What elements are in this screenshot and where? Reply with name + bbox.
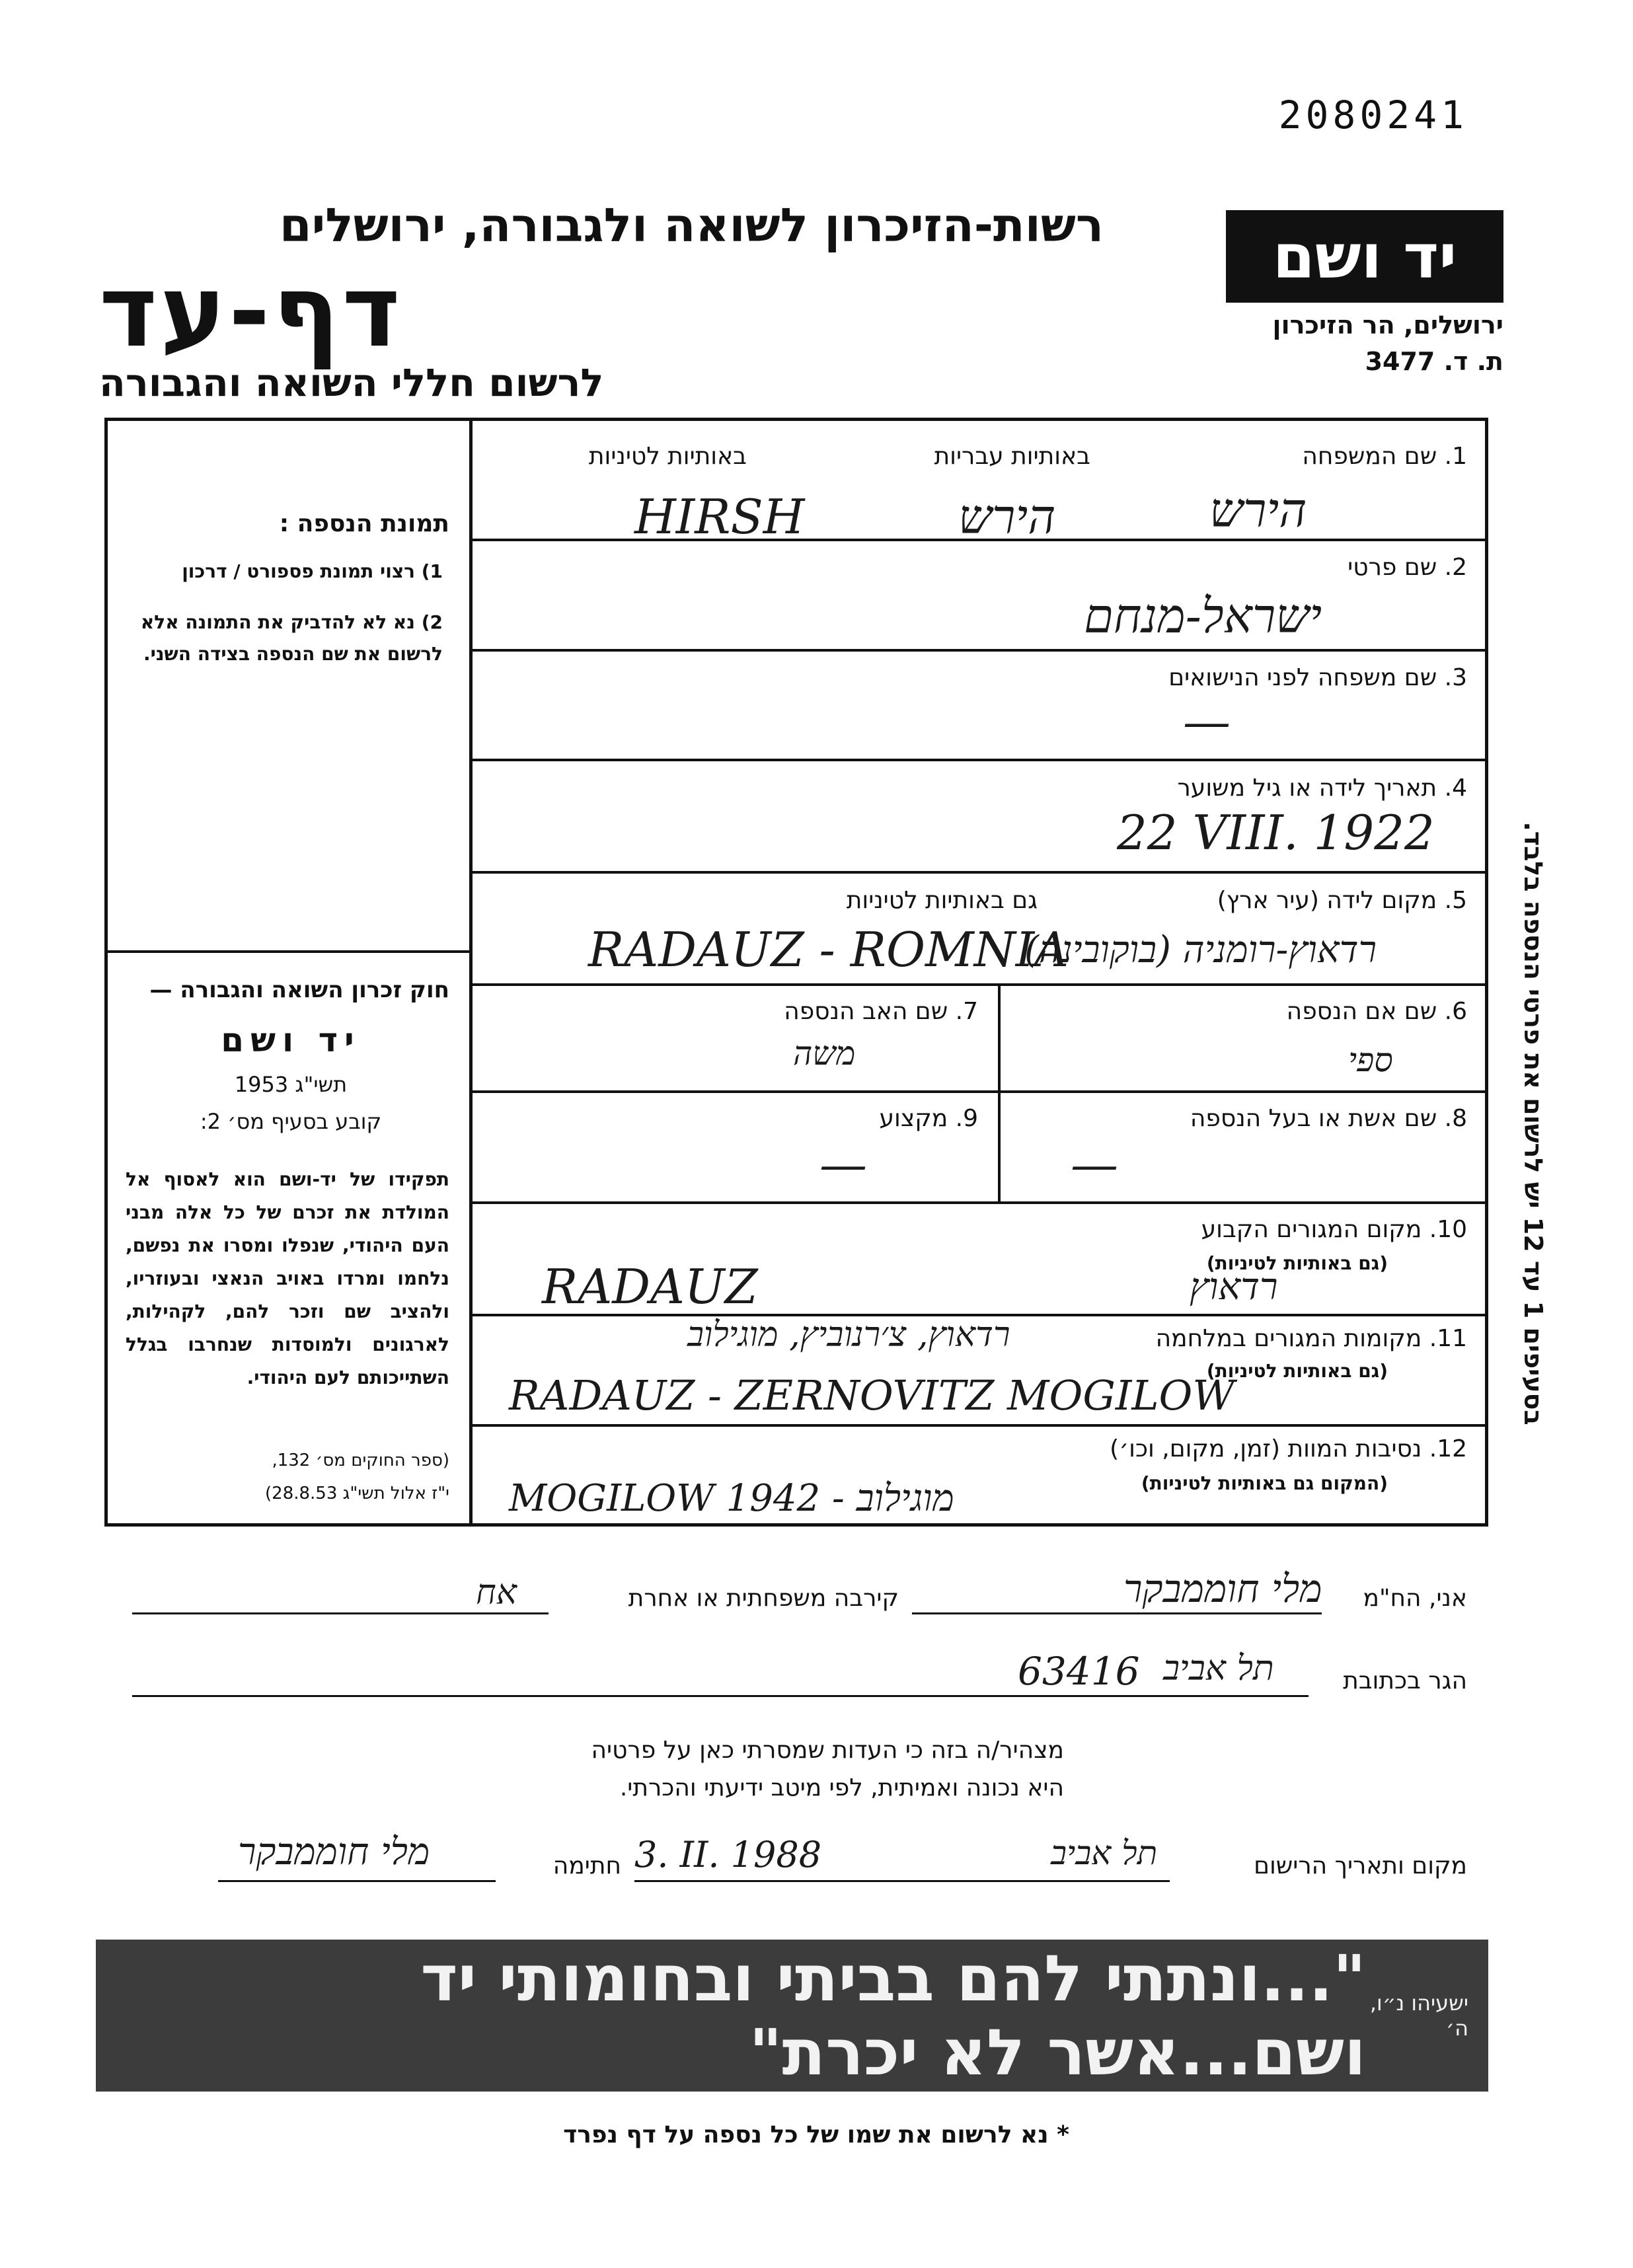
field-7-value[interactable]: משה	[793, 1034, 856, 1073]
signature-value[interactable]: מלי חוממבקר	[238, 1831, 430, 1873]
form-title: דף-עד	[99, 254, 403, 369]
field-10-value-latin[interactable]: RADAUZ	[542, 1259, 758, 1314]
signature-label: חתימה	[552, 1852, 621, 1879]
field-10-label: 10. מקום המגורים הקבוע	[1201, 1216, 1467, 1243]
law-title: חוק זכרון השואה והגבורה —	[149, 977, 449, 1003]
row-line	[469, 759, 1488, 761]
field-7-label: 7. שם האב הנספה	[784, 998, 978, 1025]
field-11-value-hebrew[interactable]: רדאוץ, צ׳רנוביץ, מוגילוב	[687, 1315, 1010, 1355]
logo-pobox: ת. ד. 3477	[1365, 347, 1503, 376]
field-8-value[interactable]: —	[1071, 1137, 1118, 1192]
declarant-line	[912, 1612, 1322, 1614]
field-5-latin-column: גם באותיות לטיניות	[846, 887, 1038, 914]
side-note-text: בסעיפים 1 עד 12 יש לרשום את פרטי הנספה בלבד.	[1519, 821, 1548, 1425]
quote-text: "...ונתתי להם בביתי ובחומותי יד ושם...אשר לא יכרת"	[420, 1942, 1366, 2090]
declarant-label: אני, הח"מ	[1363, 1585, 1467, 1612]
side-note	[1487, 793, 1579, 1454]
place-date-line	[634, 1880, 1170, 1882]
photo-title: תמונת הנספה :	[279, 510, 449, 537]
field-6-label: 6. שם אם הנספה	[1286, 998, 1467, 1025]
place-value[interactable]: תל אביב	[1051, 1834, 1158, 1872]
address-city[interactable]: תל אביב	[1163, 1649, 1274, 1688]
relation-label: קירבה משפחתית או אחרת	[628, 1585, 899, 1612]
column-divider	[469, 418, 473, 1527]
date-value[interactable]: 3. II. 1988	[634, 1834, 822, 1875]
field-11-value-latin[interactable]: RADAUZ - ZERNOVITZ MOGILOW	[509, 1371, 1235, 1419]
law-clause: קובע בסעיף מס׳ 2:	[200, 1109, 382, 1134]
field-8-label: 8. שם אשת או בעל הנספה	[1190, 1105, 1467, 1132]
organization-name: רשות-הזיכרון לשואה ולגבורה, ירושלים	[279, 198, 1104, 252]
law-body: תפקידו של יד-ושם הוא לאסוף אל המולדת את זכרם של כל אלה מבני העם היהודי, שנפלו ומסרו את נפשם, נלחמו ומרדו באויב הנאצי ובעוזריו, ולהציב שם וזכר להם, לקהילות, לארגונים ולמוסדות שנחרבו בגלל השתייכותם לעם היהודי.	[126, 1168, 449, 1388]
field-4-value[interactable]: 22 VIII. 1922	[1117, 805, 1435, 860]
field-10-sublabel: (גם באותיות לטיניות)	[1206, 1252, 1388, 1274]
field-5-value-hebrew[interactable]: רדאוץ-רומניה (בוקובינה)	[1024, 928, 1377, 971]
row-line	[469, 983, 1488, 986]
left-panel-divider	[104, 950, 473, 953]
relation-value[interactable]: אח	[476, 1573, 517, 1612]
field-3-label: 3. שם משפחה לפני הנישואים	[1168, 664, 1467, 691]
field-9-value[interactable]: —	[819, 1137, 867, 1192]
field-1-hebrew-column: באותיות עבריות	[934, 443, 1090, 470]
logo-address: ירושלים, הר הזיכרון	[1272, 311, 1503, 340]
field-9-label: 9. מקצוע	[879, 1105, 978, 1132]
field-2-label: 2. שם פרטי	[1348, 554, 1467, 581]
row-line	[469, 1424, 1488, 1427]
row-line	[469, 649, 1488, 652]
field-1-latin-column: באותיות לטיניות	[588, 443, 747, 470]
law-name: יד ושם	[221, 1021, 361, 1059]
row-line	[469, 1090, 1488, 1093]
statement-line-1: מצהיר/ה בזה כי העדות שמסרתי כאן על פרטיה	[591, 1737, 1064, 1764]
footnote: * נא לרשום את שמו של כל נספה על דף נפרד	[563, 2121, 1069, 2148]
address-label: הגר בכתובת	[1343, 1667, 1467, 1694]
photo-instruction-1: 1) רצוי תמונת פספורט / דרכון	[182, 560, 443, 582]
field-3-value[interactable]: —	[1183, 694, 1231, 749]
field-11-label: 11. מקומות המגורים במלחמה	[1155, 1325, 1467, 1352]
photo-instruction-2: 2) נא לא להדביק את התמונה אלא לרשום את שם הנספה בצידה השני.	[140, 611, 443, 665]
law-source-1: (ספר החוקים מס׳ 132,	[272, 1451, 449, 1470]
form-subtitle: לרשום חללי השואה והגבורה	[99, 360, 604, 405]
declarant-name[interactable]: מלי חוממבקר	[1123, 1566, 1322, 1611]
yad-vashem-logo: יד ושם	[1226, 210, 1503, 303]
field-1-value-hebrew-2[interactable]: הירש	[1209, 482, 1307, 538]
address-zip[interactable]: 63416	[1018, 1649, 1140, 1694]
field-12-label: 12. נסיבות המוות (זמן, מקום, וכו׳)	[1110, 1435, 1467, 1462]
quote-banner	[96, 1940, 1488, 2092]
field-5-value-latin[interactable]: RADAUZ - ROMNIA	[588, 922, 1069, 977]
place-date-label: מקום ותאריך הרישום	[1254, 1852, 1467, 1879]
row-line	[469, 1201, 1488, 1204]
address-line	[132, 1695, 1309, 1697]
row-line	[469, 871, 1488, 874]
field-5-label: 5. מקום לידה (עיר ארץ)	[1217, 887, 1467, 914]
field-1-label: 1. שם המשפחה	[1302, 443, 1467, 470]
field-1-value-latin[interactable]: HIRSH	[634, 489, 805, 545]
field-12-sublabel: (המקום גם באותיות לטיניות)	[1141, 1472, 1388, 1494]
field-10-value-hebrew[interactable]: רדאוץ	[1190, 1266, 1278, 1308]
quote-source: ישעיהו נ״ו, ה׳	[1369, 1990, 1468, 2041]
cell-divider	[998, 1090, 1001, 1201]
field-2-value[interactable]: ישראל-מנחם	[1084, 588, 1322, 644]
field-4-label: 4. תאריך לידה או גיל משוער	[1177, 775, 1467, 802]
field-6-value[interactable]: ספי	[1348, 1041, 1393, 1079]
law-source-2: י"ז אלול תשי"ג 28.8.53)	[265, 1484, 449, 1503]
field-11-sublabel: (גם באותיות לטיניות)	[1206, 1360, 1388, 1382]
cell-divider	[998, 983, 1001, 1090]
statement-line-2: היא נכונה ואמיתית, לפי מיטב ידיעתי והכרתי.	[619, 1774, 1064, 1801]
signature-line	[218, 1880, 496, 1882]
relation-line	[132, 1612, 549, 1614]
field-1-value-hebrew[interactable]: הירש	[958, 489, 1056, 545]
document-number: 2080241	[1278, 93, 1468, 137]
law-year: תשי"ג 1953	[234, 1072, 348, 1097]
field-12-value[interactable]: MOGILOW מוגילוב - 1942	[509, 1477, 954, 1520]
